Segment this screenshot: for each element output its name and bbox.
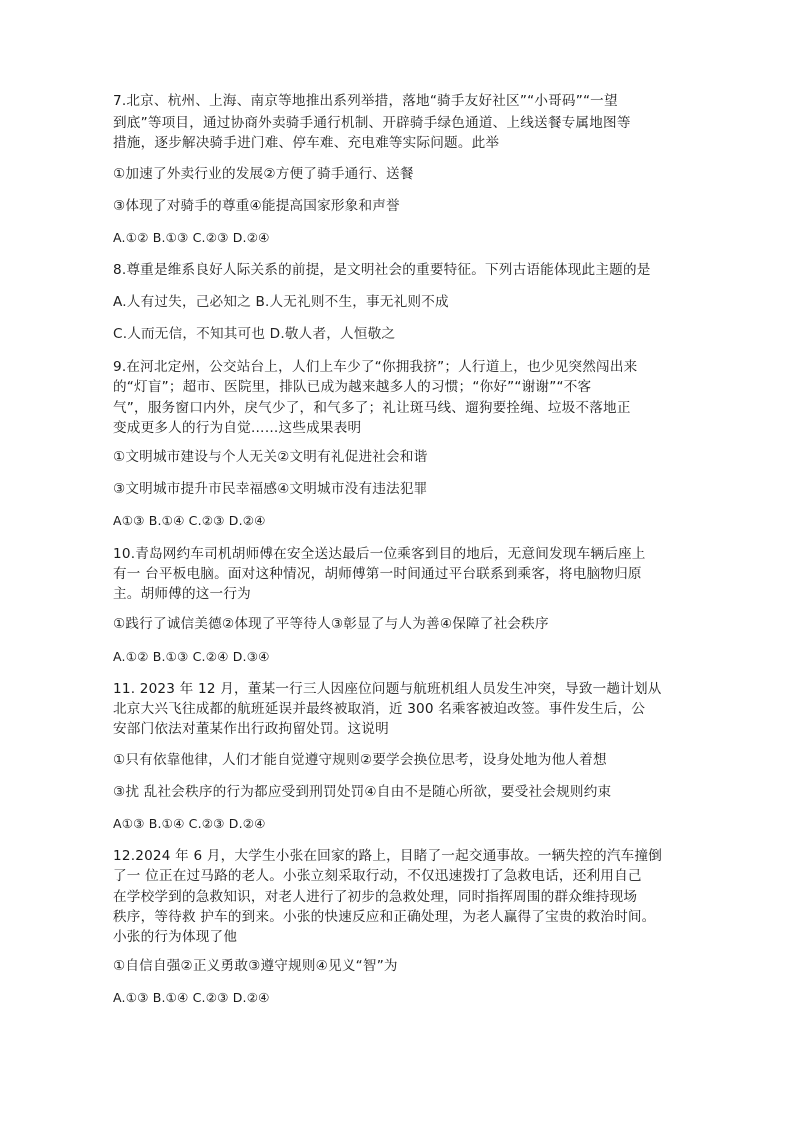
q9-stem-line-2: 的“灯盲”；超市、医院里，排队已成为越来越多人的习惯；“你好”“谢谢”“不客	[113, 379, 592, 395]
q12-stem-line-2: 了一 位正在过马路的老人。小张立刻采取行动，不仅迅速拨打了急救电话，还利用自己	[113, 868, 642, 884]
q7-answer-choices: A.①② B.①③ C.②③ D.②④	[113, 230, 270, 245]
q9-stem-line-3: 气”，服务窗口内外，戾气少了，和气多了；礼让斑马线、遛狗要拴绳、垃圾不落地正	[113, 400, 631, 416]
q9-option-line-1: ①文明城市建设与个人无关②文明有礼促进社会和谐	[113, 449, 428, 465]
q9-stem-line-4: 变成更多人的行为自觉……这些成果表明	[113, 420, 362, 436]
q7-stem-line-1: 7.北京、杭州、上海、南京等地推出系列举措，落地“骑手友好社区”“小哥码”“一望	[113, 93, 618, 109]
q10-stem-line-2: 有一 台平板电脑。面对这种情况，胡师傅第一时间通过平台联系到乘客，将电脑物归原	[113, 566, 642, 582]
q11-option-line-2: ③扰 乱社会秩序的行为都应受到刑罚处罚④自由不是随心所欲，要受社会规则约束	[113, 784, 612, 800]
q12-answer-choices: A.①③ B.①④ C.②③ D.②④	[113, 990, 270, 1005]
q7-option-line-1: ①加速了外卖行业的发展②方便了骑手通行、送餐	[113, 166, 414, 182]
q7-stem-line-3: 措施，逐步解决骑手进门难、停车难、充电难等实际问题。此举	[113, 135, 500, 151]
q11-stem-line-2: 北京大兴飞往成都的航班延误并最终被取消，近 300 名乘客被迫改签。事件发生后，公	[113, 701, 646, 717]
q10-stem-line-3: 主。胡师傅的这一行为	[113, 586, 251, 602]
q8-stem-line-1: 8.尊重是维系良好人际关系的前提，是文明社会的重要特征。下列古语能体现此主题的是	[113, 262, 651, 278]
q12-stem-line-4: 秩序，等待救 护车的到来。小张的快速反应和正确处理，为老人赢得了宝贵的救治时间。	[113, 909, 656, 925]
q12-stem-line-1: 12.2024 年 6 月，大学生小张在回家的路上，目睹了一起交通事故。一辆失控的汽车撞倒	[113, 848, 663, 864]
q12-stem-line-3: 在学校学到的急救知识，对老人进行了初步的急救处理，同时指挥周围的群众维持现场	[113, 889, 638, 905]
q10-answer-choices: A.①② B.①③ C.②④ D.③④	[113, 649, 270, 664]
q8-option-line-2: C.人而无信，不知其可也 D.敬人者，人恒敬之	[113, 326, 396, 342]
q12-stem-line-5: 小张的行为体现了他	[113, 929, 238, 945]
q7-stem-line-2: 到底”等项目，通过协商外卖骑手通行机制、开辟骑手绿色通道、上线送餐专属地图等	[113, 115, 631, 131]
q10-option-line-1: ①践行了诚信美德②体现了平等待人③彰显了与人为善④保障了社会秩序	[113, 616, 549, 632]
q7-option-line-2: ③体现了对骑手的尊重④能提高国家形象和声誉	[113, 198, 400, 214]
q8-option-line-1: A.人有过失，己必知之 B.人无礼则不生，事无礼则不成	[113, 294, 449, 310]
q11-option-line-1: ①只有依靠他律，人们才能自觉遵守规则②要学会换位思考，设身处地为他人着想	[113, 752, 607, 768]
q11-stem-line-3: 安部门依法对董某作出行政拘留处罚。这说明	[113, 721, 389, 737]
q12-option-line-1: ①自信自强②正义勇敢③遵守规则④见义“智”为	[113, 958, 398, 974]
q11-stem-line-1: 11. 2023 年 12 月，董某一行三人因座位问题与航班机组人员发生冲突，导致一趟计划从	[113, 681, 662, 697]
q9-answer-choices: A①③ B.①④ C.②③ D.②④	[113, 513, 266, 528]
q11-answer-choices: A①③ B.①④ C.②③ D.②④	[113, 816, 266, 831]
q9-option-line-2: ③文明城市提升市民幸福感④文明城市没有违法犯罪	[113, 481, 428, 497]
q10-stem-line-1: 10.青岛网约车司机胡师傅在安全送达最后一位乘客到目的地后，无意间发现车辆后座上	[113, 546, 646, 562]
q9-stem-line-1: 9.在河北定州，公交站台上，人们上车少了“你拥我挤”；人行道上，也少见突然闯出来	[113, 359, 638, 375]
